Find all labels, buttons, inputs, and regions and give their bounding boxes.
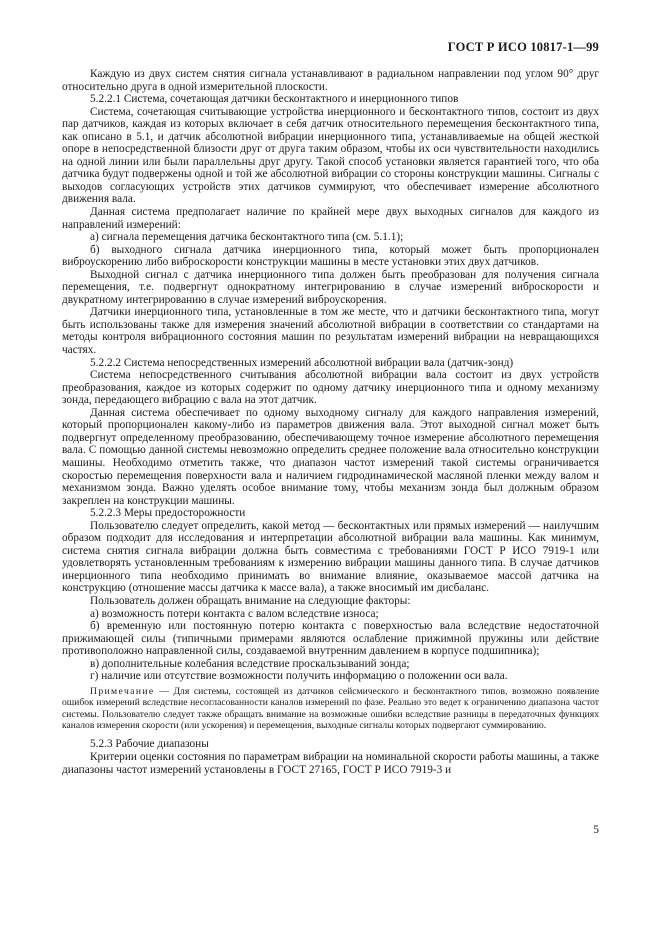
paragraph: Выходной сигнал с датчика инерционного типа должен быть преобразован для получения сигнала перемещения, т.е. подвергнут однократному интегрированию в случае измерений виброскорости и двукратному интегрированию в случае измерений виброускорения. [62,268,599,306]
paragraph: Датчики инерционного типа, установленные в том же месте, что и датчики бесконтактного типа, могут быть использованы также для измерения значений абсолютной вибрации в соответствии со стандартами на методы контроля вибрационного состояния машин по результатам измерений вибрации на невращающихся частях. [62,306,599,357]
paragraph: Данная система предполагает наличие по крайней мере двух выходных сигналов для каждого из направлений измерений: [62,206,599,231]
paragraph: Система непосредственного считывания абсолютной вибрации вала состоит из двух устройств преобразования, каждое из которых содержит по одному датчику инерционного типа и одному механизму зонда, передающего вибрацию с вала на этот датчик. [62,369,599,407]
section-heading-5-2-2-1: 5.2.2.1 Система, сочетающая датчики бесконтактного и инерционного типов [90,93,459,106]
paragraph: Система, сочетающая считывающие устройства инерционного и бесконтактного типов, состоит из двух пар датчиков, каждая из которых включает в себя датчик относительного перемещения бесконтактного типа, как описано в 5.1, и датчик абсолютной вибрации инерционного типа, устанавливаемые на общей жесткой опоре в непосредственной близости друг от друга таким образом, чтобы их оси чувствительности находились на одной линии или были параллельны друг другу. Такой способ установки является гарантией того, что оба датчика будут подвержены одной и той же абсолютной вибрации со стороны конструкции машины. Сигналы с выходов согласующих устройств этих датчиков суммируют, что обеспечивает измерение абсолютного движения вала. [62,105,599,206]
page-number: 5 [593,824,599,836]
paragraph: Пользователь должен обращать внимание на следующие факторы: [90,594,411,607]
list-item-g: г) наличие или отсутствие возможности получить информацию о положении оси вала. [90,670,508,683]
paragraph: Пользователю следует определить, какой метод — бесконтактных или прямых измерений — наилучшим образом подходит для исследования и интерпретации абсолютной вибрации вала машины. Как минимум, система снятия сигнала вибрации должна быть совместима с требованиями ГОСТ Р ИСО 7919-1 или удовлетворять установленным требованиям к измерению вибрации машины данного типа. В случае датчиков инерционного типа необходимо принимать во внимание влияние, оказываемое массой датчика на конструкцию (отношение массы датчика к массе вала), а также вносимый им дисбаланс. [62,519,599,595]
paragraph: Данная система обеспечивает по одному выходному сигналу для каждого направления измерений, который пропорционален какому-либо из параметров движения вала. Этот выходной сигнал может быть подвергнут определенному преобразованию, обеспечивающему точное измерение абсолютного перемещения вала. С помощью данной системы невозможно определить среднее положение вала относительно конструкции машины. Необходимо отметить также, что диапазон частот измерений такой системы ограничивается скоростью перемещения поверхности вала и наличием гидродинамической масляной пленки между валом и механизмом зонда. Важно уделять особое внимание тому, чтобы механизм зонда был должным образом закреплен на конструкции машины. [62,406,599,507]
document-code-header: ГОСТ Р ИСО 10817-1—99 [447,40,599,54]
list-item-v: в) дополнительные колебания вследствие проскальзываний зонда; [90,657,410,670]
body-text [62,68,599,776]
paragraph-intro: Каждую из двух систем снятия сигнала устанавливают в радиальном направлении под углом 90° друг относительно друга в одной измерительной плоскости. [62,68,599,93]
section-heading-5-2-2-3: 5.2.2.3 Меры предосторожности [90,507,246,520]
note-label: Примечание [90,685,155,697]
note-block [62,686,599,732]
section-heading-5-2-3: 5.2.3 Рабочие диапазоны [90,738,209,751]
list-item-b: б) выходного сигнала датчика инерционного типа, который может быть пропорционален виброускорению либо виброскорости конструкции машины в месте установки этих двух датчиков. [62,243,599,269]
paragraph: Критерии оценки состояния по параметрам вибрации на номинальной скорости работы машины, а также диапазоны частот измерений установлены в ГОСТ 27165, ГОСТ Р ИСО 7919-3 и [62,750,599,776]
section-heading-5-2-2-2: 5.2.2.2 Система непосредственных измерений абсолютной вибрации вала (датчик-зонд) [90,356,514,369]
list-item-a: а) возможность потери контакта с валом вследствие износа; [90,607,379,620]
list-item-a: а) сигнала перемещения датчика бесконтактного типа (см. 5.1.1); [90,231,404,244]
list-item-b: б) временную или постоянную потерю контакта с поверхностью вала вследствие недостаточной прижимающей силы (типичными примерами являются ослабление прижимной пружины или действие противоположно направленной силы, создаваемой внутренним давлением в корпусе подшипника); [62,620,599,658]
note-text: — Для системы, состоящей из датчиков сейсмического и бесконтактного типов, возможно появление ошибок измерений вследствие несогласованности каналов измерений по фазе. Реально это ведет к ограничению диапазона частот системы. Пользователю следует также обращать внимание на возможные ошибки вследствие разницы в передаточных функциях каналов измерения скорости (или ускорения) и перемещения, выходные сигналы которых подвергают суммированию. [62,685,599,732]
